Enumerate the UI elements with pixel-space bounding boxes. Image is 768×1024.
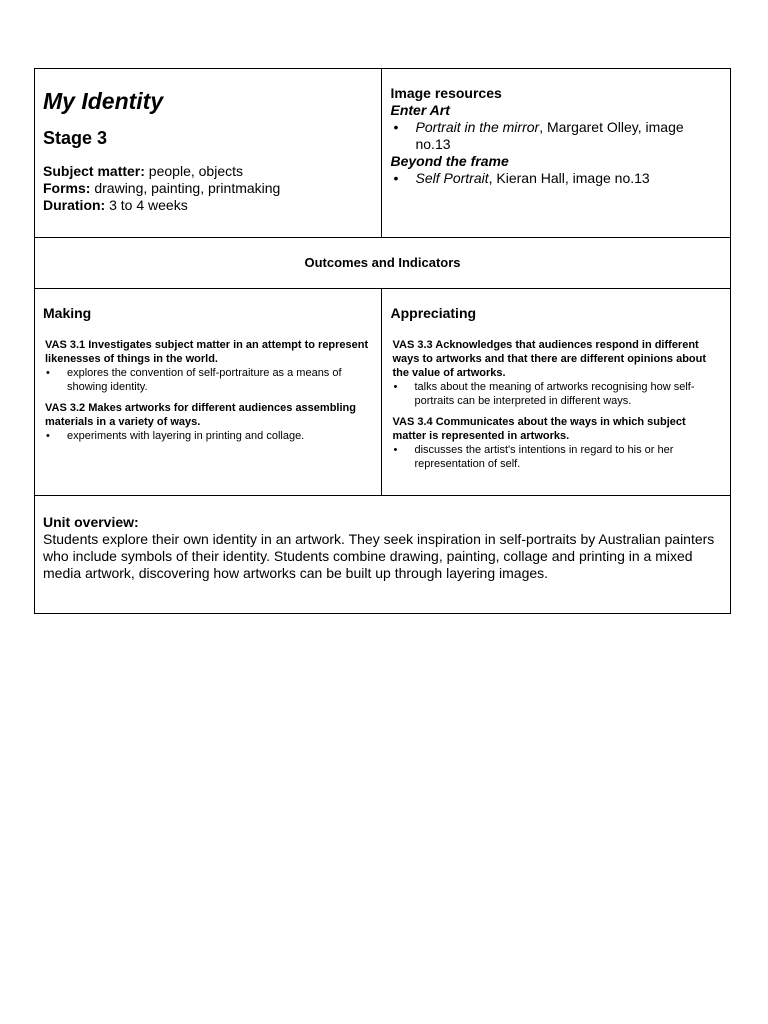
subject-matter-label: Subject matter: [43, 163, 145, 179]
resource-item [390, 170, 722, 187]
stage-label: Stage 3 [43, 128, 108, 148]
artwork-credit: , Margaret Olley, image no.13 [415, 119, 684, 152]
indicator-item: • experiments with layering in printing and collage. [43, 429, 373, 443]
artwork-title: Self Portrait [415, 170, 489, 186]
unit-overview-heading: Unit overview: [43, 514, 139, 530]
overview-cell [35, 496, 731, 614]
artwork-title: Portrait in the mirror [415, 119, 540, 135]
resource-group-title: Enter Art [390, 102, 450, 118]
outcomes-heading-cell [35, 238, 731, 289]
forms-line [43, 180, 373, 197]
outcome-statement: VAS 3.3 Acknowledges that audiences respond in different ways to artworks and that there are different opinions about the value of artworks. [392, 339, 707, 379]
outcome-statement: VAS 3.4 Communicates about the ways in which subject matter is represented in artworks. [392, 416, 686, 442]
appreciating-cell [382, 289, 731, 496]
making-cell [35, 289, 382, 496]
overview-row [35, 496, 731, 614]
header-row [35, 69, 731, 238]
subject-matter-line [43, 163, 373, 180]
appreciating-heading: Appreciating [390, 305, 477, 321]
forms-value: drawing, painting, printmaking [90, 180, 281, 196]
making-heading: Making [43, 305, 92, 321]
resource-group-title: Beyond the frame [390, 153, 509, 169]
unit-table [34, 68, 731, 614]
unit-title: My Identity [43, 88, 164, 114]
forms-label: Forms: [43, 180, 91, 196]
unit-overview-text: Students explore their own identity in an artwork. They seek inspiration in self-portraits by Australian painters who include symbols of their identity. Students combine drawing, painting, collage and printing in a mixed media artwork, discovering how artworks can be built up through layering images. [43, 531, 715, 581]
image-resources-heading: Image resources [390, 85, 502, 101]
image-resources-cell [382, 69, 731, 238]
duration-value: 3 to 4 weeks [105, 197, 188, 213]
outcomes-row [35, 289, 731, 496]
indicator-item: • explores the convention of self-portraiture as a means of showing identity. [43, 366, 373, 394]
outcomes-heading: Outcomes and Indicators [304, 255, 461, 270]
subject-matter-value: people, objects [144, 163, 243, 179]
outcome-statement: VAS 3.1 Investigates subject matter in an attempt to represent likenesses of things in the world. [45, 339, 369, 365]
duration-line [43, 197, 373, 214]
artwork-credit: , Kieran Hall, image no.13 [488, 170, 650, 186]
resource-item [390, 119, 722, 153]
duration-label: Duration: [43, 197, 106, 213]
indicator-item: • discusses the artist's intentions in regard to his or her representation of self. [390, 443, 722, 471]
outcome-statement: VAS 3.2 Makes artworks for different audiences assembling materials in a variety of ways. [45, 402, 356, 428]
outcomes-heading-row [35, 238, 731, 289]
indicator-item: • talks about the meaning of artworks recognising how self-portraits can be interpreted in different ways. [390, 380, 722, 408]
unit-info-cell [35, 69, 382, 238]
